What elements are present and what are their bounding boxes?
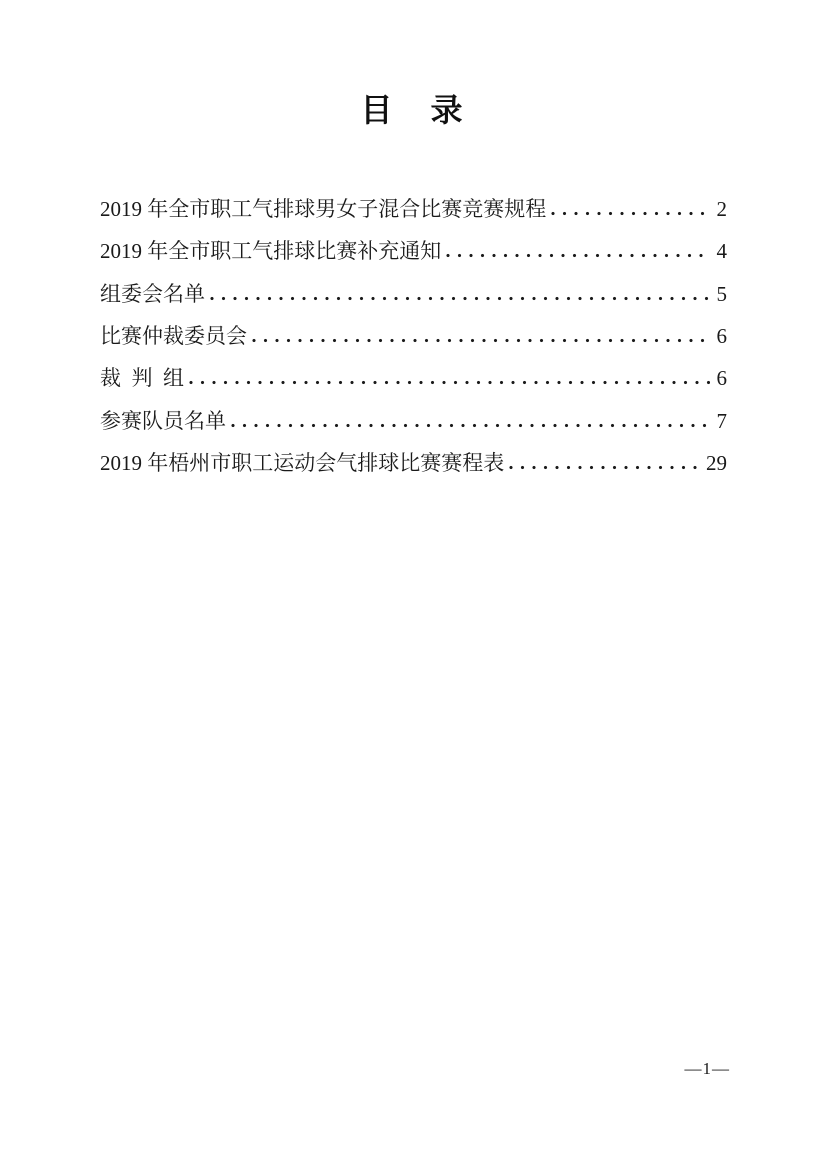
toc-entry-label: 裁 判 组 xyxy=(100,366,184,391)
toc-entry-page: 7 xyxy=(716,408,727,433)
dot-leader xyxy=(226,423,710,428)
toc-list xyxy=(100,188,727,484)
toc-entry-label: 2019 年全市职工气排球男女子混合比赛竞赛规程 xyxy=(100,197,547,221)
dot-leader xyxy=(441,253,709,258)
toc-entry-page: 6 xyxy=(716,323,727,348)
toc-entry xyxy=(100,188,727,230)
toc-entry-page: 4 xyxy=(716,239,727,264)
dot-leader xyxy=(247,338,710,343)
page-title: 目 录 xyxy=(360,92,466,128)
toc-entry xyxy=(100,400,727,442)
dot-leader xyxy=(205,296,710,301)
toc-entry-page: 2 xyxy=(716,197,727,221)
page-number: —1— xyxy=(684,1059,730,1078)
toc-entry-label: 2019 年梧州市职工运动会气排球比赛赛程表 xyxy=(100,450,505,475)
dot-leader xyxy=(546,211,709,216)
toc-entry xyxy=(100,273,727,315)
toc-entry xyxy=(100,315,727,357)
dot-leader xyxy=(184,380,710,385)
toc-entry-page: 6 xyxy=(716,366,727,391)
toc-entry-page: 29 xyxy=(706,450,727,475)
toc-entry xyxy=(100,230,727,272)
toc-entry-page: 5 xyxy=(716,281,727,306)
toc-entry xyxy=(100,442,727,484)
toc-entry-label: 组委会名单 xyxy=(100,281,205,306)
toc-entry-label: 参赛队员名单 xyxy=(100,408,226,433)
toc-entry-label: 比赛仲裁委员会 xyxy=(100,323,247,348)
toc-entry xyxy=(100,357,727,399)
dot-leader xyxy=(504,465,699,470)
toc-entry-label: 2019 年全市职工气排球比赛补充通知 xyxy=(100,239,442,264)
